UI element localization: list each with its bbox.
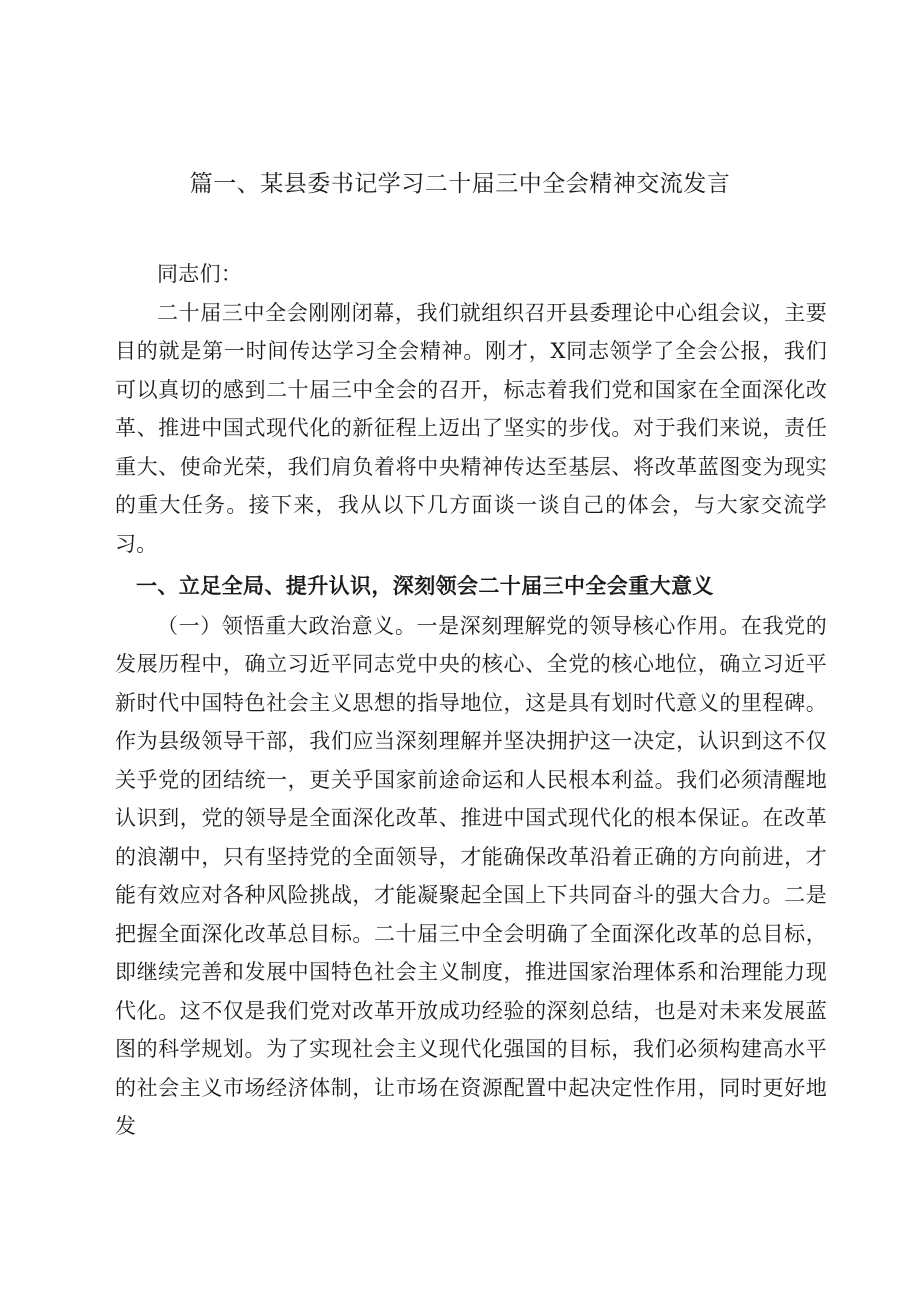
salutation: 同志们：: [157, 262, 243, 286]
intro-paragraph: 二十届三中全会刚刚闭幕，我们就组织召开县委理论中心组会议，主要目的就是第一时间传达学习全会精神。刚才，X同志领学了全会公报，我们可以真切的感到二十届三中全会的召开，标志着我们党和国家在全面深化改革、推进中国式现代化的新征程上迈出了坚实的步伐。对于我们来说，责任重大、使命光荣，我们肩负着将中央精神传达至基层、将改革蓝图变为现实的重大任务。接下来，我从以下几方面谈一谈自己的体会，与大家交流学习。: [115, 300, 827, 556]
document-title: 篇一、某县委书记学习二十届三中全会精神交流发言: [189, 171, 731, 197]
section-paragraph: （一）领悟重大政治意义。一是深刻理解党的领导核心作用。在我党的发展历程中，确立习近平同志党中央的核心、全党的核心地位，确立习近平新时代中国特色社会主义思想的指导地位，这是具有划时代意义的里程碑。作为县级领导干部，我们应当深刻理解并坚决拥护这一决定，认识到这不仅关乎党的团结统一，更关乎国家前途命运和人民根本利益。我们必须清醒地认识到，党的领导是全面深化改革、推进中国式现代化的根本保证。在改革的浪潮中，只有坚持党的全面领导，才能确保改革沿着正确的方向前进，才能有效应对各种风险挑战，才能凝聚起全国上下共同奋斗的强大合力。二是把握全面深化改革总目标。二十届三中全会明确了全面深化改革的总目标，即继续完善和发展中国特色社会主义制度，推进国家治理体系和治理能力现代化。这不仅是我们党对改革开放成功经验的深刻总结，也是对未来发展蓝图的科学规划。为了实现社会主义现代化强国的目标，我们必须构建高水平的社会主义市场经济体制，让市场在资源配置中起决定性作用，同时更好地发: [115, 613, 827, 1138]
section-heading: 一、立足全局、提升认识，深刻领会二十届三中全会重大意义: [136, 574, 714, 598]
document-body: [115, 255, 827, 1146]
